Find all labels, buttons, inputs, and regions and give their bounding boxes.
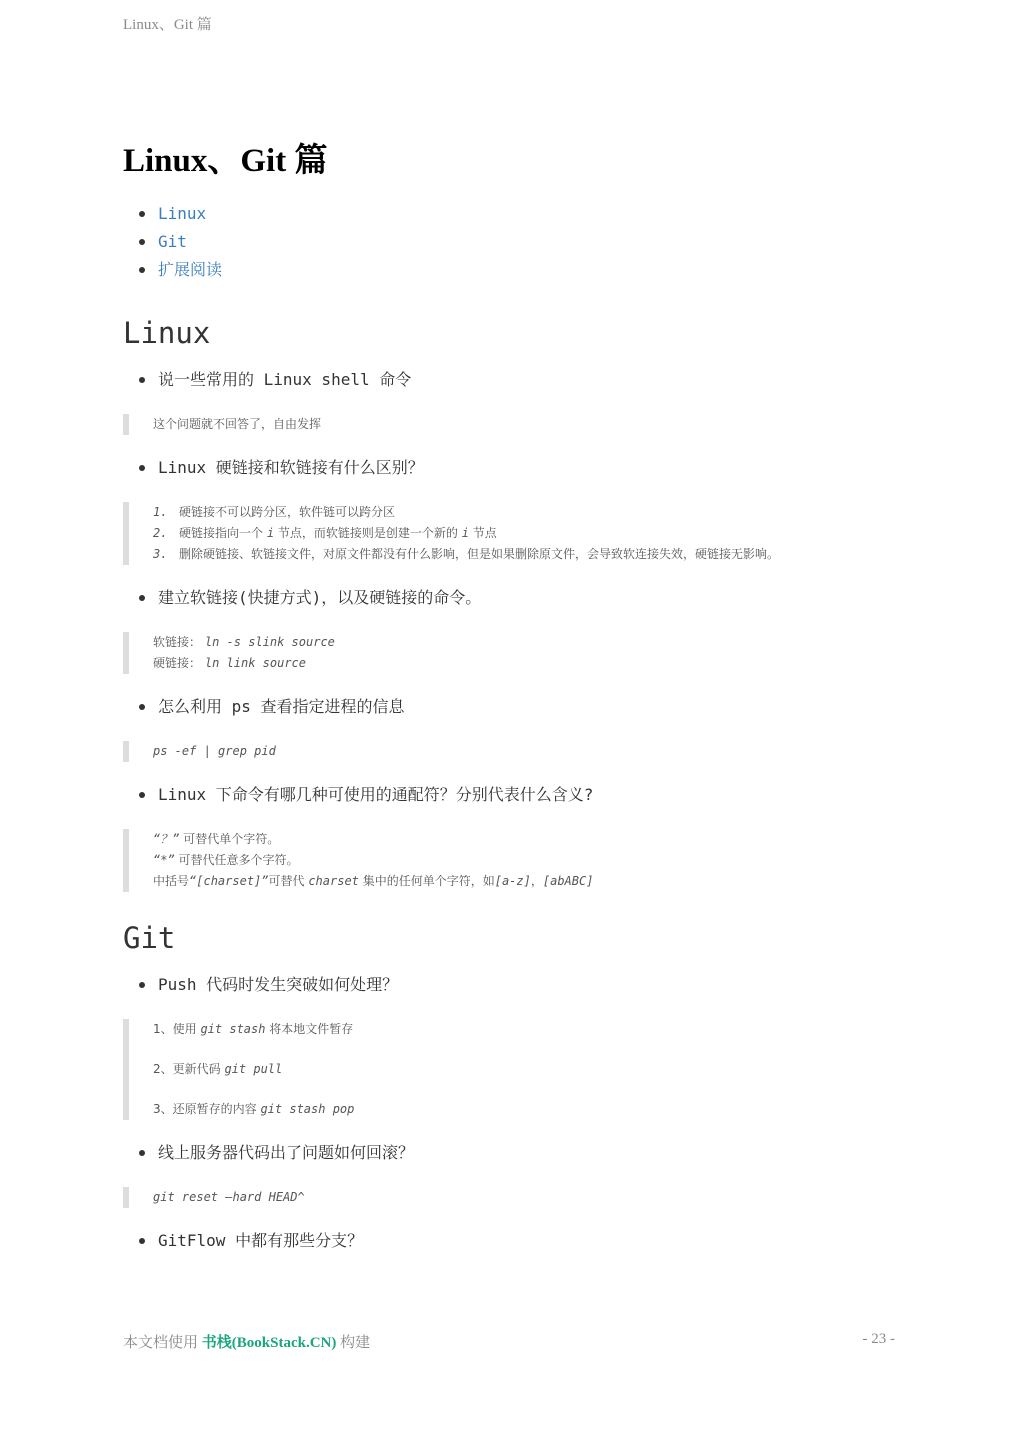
question-wildcards: Linux 下命令有哪几种可使用的通配符？分别代表什么含义?	[123, 781, 903, 809]
list-item: 1. 硬链接不可以跨分区，软件链可以跨分区	[153, 505, 396, 519]
answer-line: 硬链接： ln link source	[153, 656, 306, 670]
linux-question-list	[123, 584, 903, 612]
footer-prefix: 本文档使用	[123, 1335, 202, 1351]
page-footer	[123, 1331, 895, 1352]
toc-item-linux	[123, 200, 903, 228]
question-common-commands: 说一些常用的 Linux shell 命令	[123, 366, 903, 394]
answer-line: ps -ef | grep pid	[153, 744, 276, 758]
list-item: 2. 硬链接指向一个 i 节点，而软链接则是创建一个新的 i 节点	[153, 526, 497, 540]
section-title-linux: Linux	[123, 316, 211, 350]
running-header: Linux、Git 篇	[123, 17, 212, 33]
page-title: Linux、Git 篇	[123, 143, 328, 179]
toc-link-further-reading[interactable]: 扩展阅读	[158, 260, 223, 279]
link-difference-list	[153, 502, 903, 565]
answer-link-commands	[123, 632, 903, 674]
answer-rollback	[123, 1187, 903, 1208]
question-gitflow-branches: GitFlow 中都有那些分支？	[123, 1227, 903, 1255]
page-number: - 23 -	[862, 1331, 895, 1347]
answer-ps-process	[123, 741, 903, 762]
question-ps-process: 怎么利用 ps 查看指定进程的信息	[123, 693, 903, 721]
toc-link-linux[interactable]: Linux	[158, 204, 207, 223]
answer-line: git reset —hard HEAD^	[153, 1190, 305, 1204]
toc-link-git[interactable]: Git	[158, 232, 187, 251]
footer-suffix: 构建	[336, 1335, 371, 1351]
linux-question-list	[123, 366, 903, 394]
git-question-list	[123, 971, 903, 999]
answer-hard-soft-links	[123, 502, 903, 565]
document-body	[123, 140, 903, 1255]
linux-question-list	[123, 454, 903, 482]
answer-line: 3、还原暂存的内容 git stash pop	[153, 1102, 355, 1116]
answer-line: 2、更新代码 git pull	[153, 1062, 283, 1076]
answer-wildcards	[123, 829, 903, 892]
answer-push-conflict	[123, 1019, 903, 1120]
question-rollback: 线上服务器代码出了问题如何回滚？	[123, 1139, 903, 1167]
section-title-git: Git	[123, 921, 176, 955]
toc-item-further-reading	[123, 256, 903, 284]
list-item: 3. 删除硬链接、软链接文件，对原文件都没有什么影响，但是如果删除原文件，会导致软连接失效，硬链接无影响。	[153, 547, 780, 561]
question-push-conflict: Push 代码时发生突破如何处理？	[123, 971, 903, 999]
toc-item-git	[123, 228, 903, 256]
linux-question-list	[123, 781, 903, 809]
git-question-list	[123, 1227, 903, 1255]
question-link-commands: 建立软链接(快捷方式)，以及硬链接的命令。	[123, 584, 903, 612]
linux-question-list	[123, 693, 903, 721]
answer-line: 软链接： ln -s slink source	[153, 635, 335, 649]
question-hard-soft-links: Linux 硬链接和软链接有什么区别？	[123, 454, 903, 482]
answer-line: 中括号“[charset]”可替代 charset 集中的任何单个字符，如[a-z]，[abABC]	[153, 874, 594, 888]
answer-common-commands	[123, 414, 903, 435]
answer-line: 1、使用 git stash 将本地文件暂存	[153, 1022, 354, 1036]
answer-line: “*” 可替代任意多个字符。	[153, 853, 299, 867]
answer-line: “？” 可替代单个字符。	[153, 832, 280, 846]
answer-text: 这个问题就不回答了，自由发挥	[153, 417, 322, 431]
git-question-list	[123, 1139, 903, 1167]
footer-brand-link[interactable]: 书栈(BookStack.CN)	[201, 1335, 337, 1351]
table-of-contents	[123, 200, 903, 284]
